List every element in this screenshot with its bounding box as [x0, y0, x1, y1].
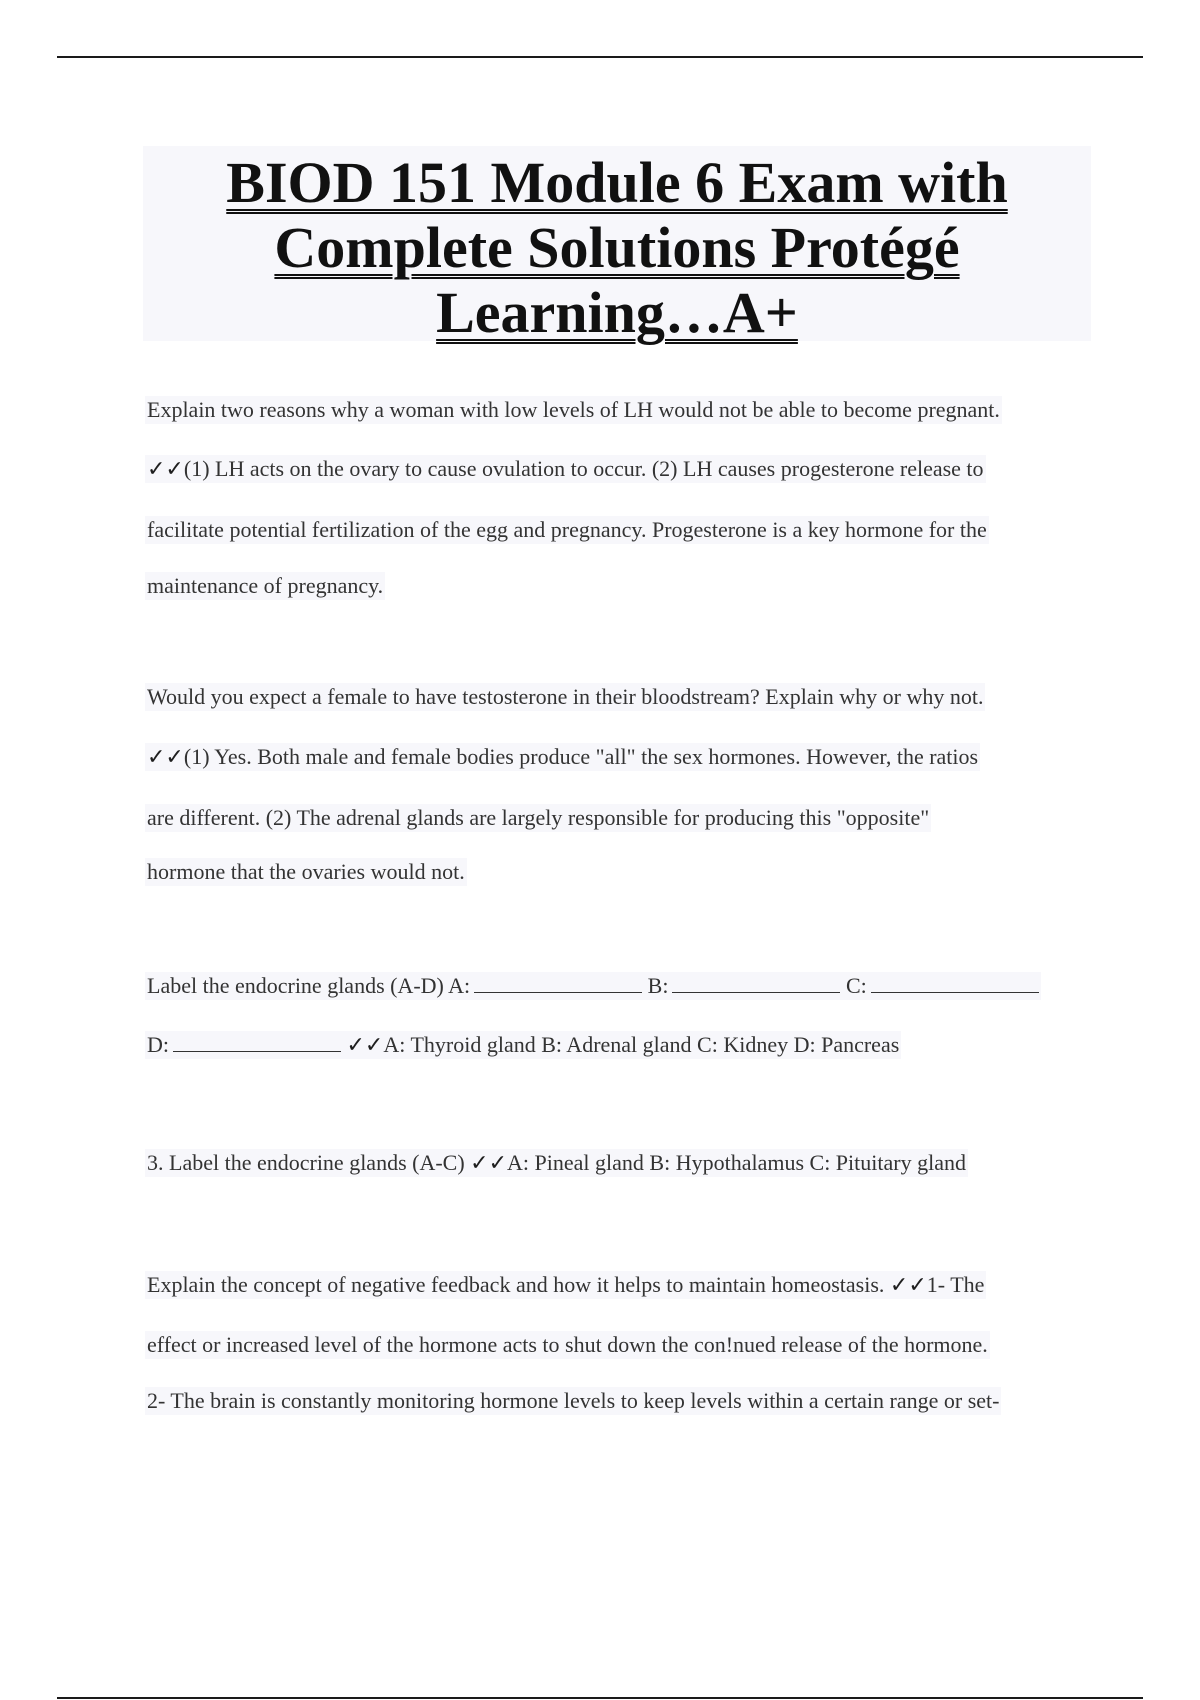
qa1-question: Explain two reasons why a woman with low levels of LH would not be able to become pregnant.: [147, 397, 1000, 422]
qa3-answer: D: ✓✓A: Thyroid gland B: Adrenal gland C: Kidney D: Pancreas: [147, 1032, 900, 1057]
title-line-1: BIOD 151 Module 6 Exam with: [226, 150, 1008, 215]
qa2-answer-line-2: are different. (2) The adrenal glands are largely responsible for producing this "opposite": [147, 805, 930, 830]
double-check-icon: ✓✓: [346, 1032, 384, 1057]
document-title: [143, 146, 1091, 345]
blank-a: [474, 974, 642, 993]
qa2-answer-line-1: ✓✓(1) Yes. Both male and female bodies produce "all" the sex hormones. However, the ratios: [147, 744, 979, 769]
qa3-question: Label the endocrine glands (A-D) A: B: C:: [145, 972, 1041, 1000]
double-check-icon: ✓✓: [470, 1150, 508, 1175]
qa5-answer-line-2: effect or increased level of the hormone acts to shut down the con!nued release of the hormone.: [147, 1332, 988, 1357]
blank-d: [173, 1033, 341, 1052]
double-check-icon: ✓✓: [889, 1272, 927, 1297]
qa2-answer-line-3: hormone that the ovaries would not.: [147, 859, 465, 884]
qa1-answer-line-3: maintenance of pregnancy.: [147, 573, 384, 598]
qa1-answer-line-1: ✓✓(1) LH acts on the ovary to cause ovulation to occur. (2) LH causes progesterone release to: [147, 456, 984, 481]
qa1-answer-line-2: facilitate potential fertilization of the egg and pregnancy. Progesterone is a key hormone for the: [147, 517, 987, 542]
blank-c: [871, 974, 1039, 993]
title-line-3: Learning…A+: [436, 280, 798, 345]
double-check-icon: ✓✓: [147, 456, 184, 481]
top-rule: [57, 56, 1143, 58]
qa5-answer-line-3: 2- The brain is constantly monitoring hormone levels to keep levels within a certain range or set-: [147, 1388, 1000, 1413]
double-check-icon: ✓✓: [147, 744, 184, 769]
qa4: 3. Label the endocrine glands (A-C) ✓✓A: Pineal gland B: Hypothalamus C: Pituitary gland: [147, 1150, 966, 1175]
qa2-question: Would you expect a female to have testosterone in their bloodstream? Explain why or why not.: [147, 684, 984, 709]
blank-b: [672, 974, 840, 993]
title-line-2: Complete Solutions Protégé: [274, 215, 960, 280]
bottom-rule: [57, 1697, 1143, 1699]
qa5-question: Explain the concept of negative feedback and how it helps to maintain homeostasis. ✓✓1- The: [147, 1272, 985, 1297]
